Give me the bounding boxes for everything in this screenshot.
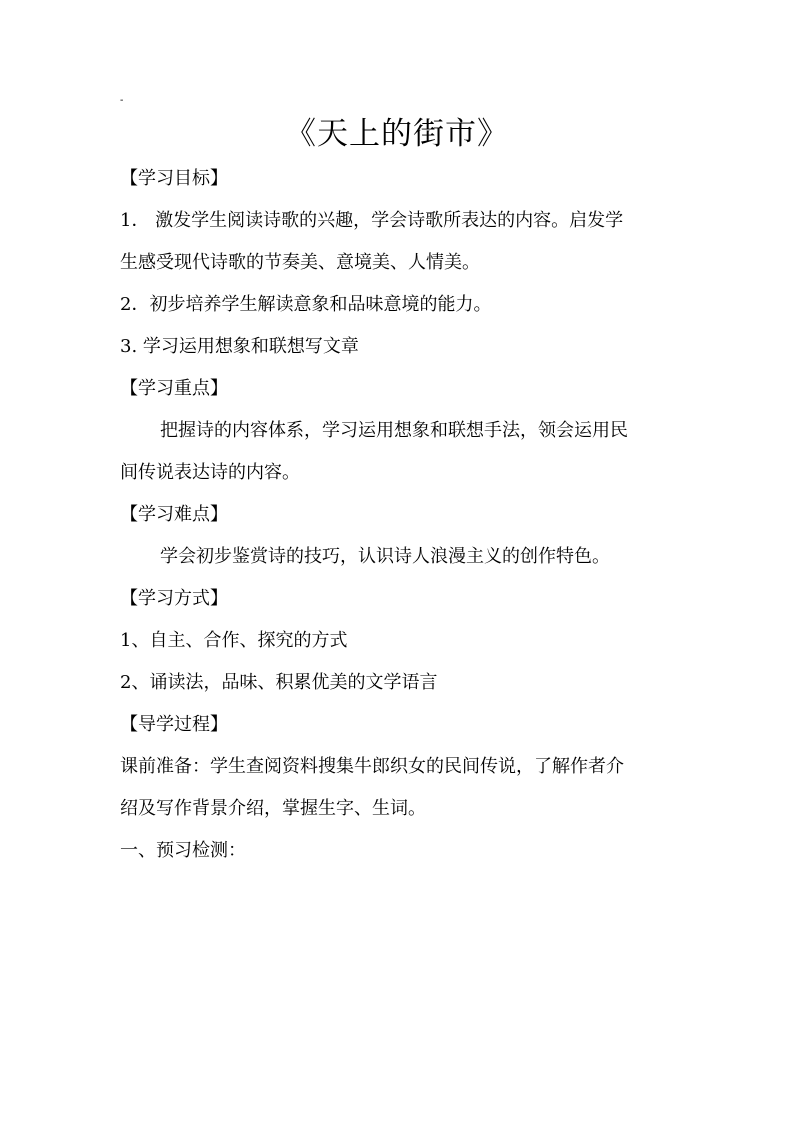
objective-1-line-1: 1． 激发学生阅读诗歌的兴趣，学会诗歌所表达的内容。启发学 [120, 210, 624, 231]
section-heading-objectives: 【学习目标】 [120, 168, 228, 189]
method-2: 2、诵读法，品味、积累优美的文学语言 [120, 672, 438, 693]
preview-check-heading: 一、预习检测： [120, 840, 246, 861]
header-mark: - [120, 95, 124, 106]
preparation-line-2: 绍及写作背景介绍，掌握生字、生词。 [120, 798, 426, 819]
key-points-line-1: 把握诗的内容体系，学习运用想象和联想手法，领会运用民 [160, 420, 628, 441]
section-heading-process: 【导学过程】 [120, 714, 228, 735]
section-heading-difficulties: 【学习难点】 [120, 504, 228, 525]
objective-1-line-2: 生感受现代诗歌的节奏美、意境美、人情美。 [120, 252, 480, 273]
key-points-line-2: 间传说表达诗的内容。 [120, 462, 300, 483]
preparation-line-1: 课前准备：学生查阅资料搜集牛郎织女的民间传说，了解作者介 [120, 756, 624, 777]
difficulties-line: 学会初步鉴赏诗的技巧，认识诗人浪漫主义的创作特色。 [160, 546, 610, 567]
document-title: 《天上的街市》 [285, 116, 509, 152]
section-heading-key-points: 【学习重点】 [120, 378, 228, 399]
document-body [120, 158, 680, 872]
objective-2: 2．初步培养学生解读意象和品味意境的能力。 [120, 294, 492, 315]
section-heading-methods: 【学习方式】 [120, 588, 228, 609]
objective-3: 3. 学习运用想象和联想写文章 [120, 336, 359, 357]
method-1: 1、自主、合作、探究的方式 [120, 630, 348, 651]
